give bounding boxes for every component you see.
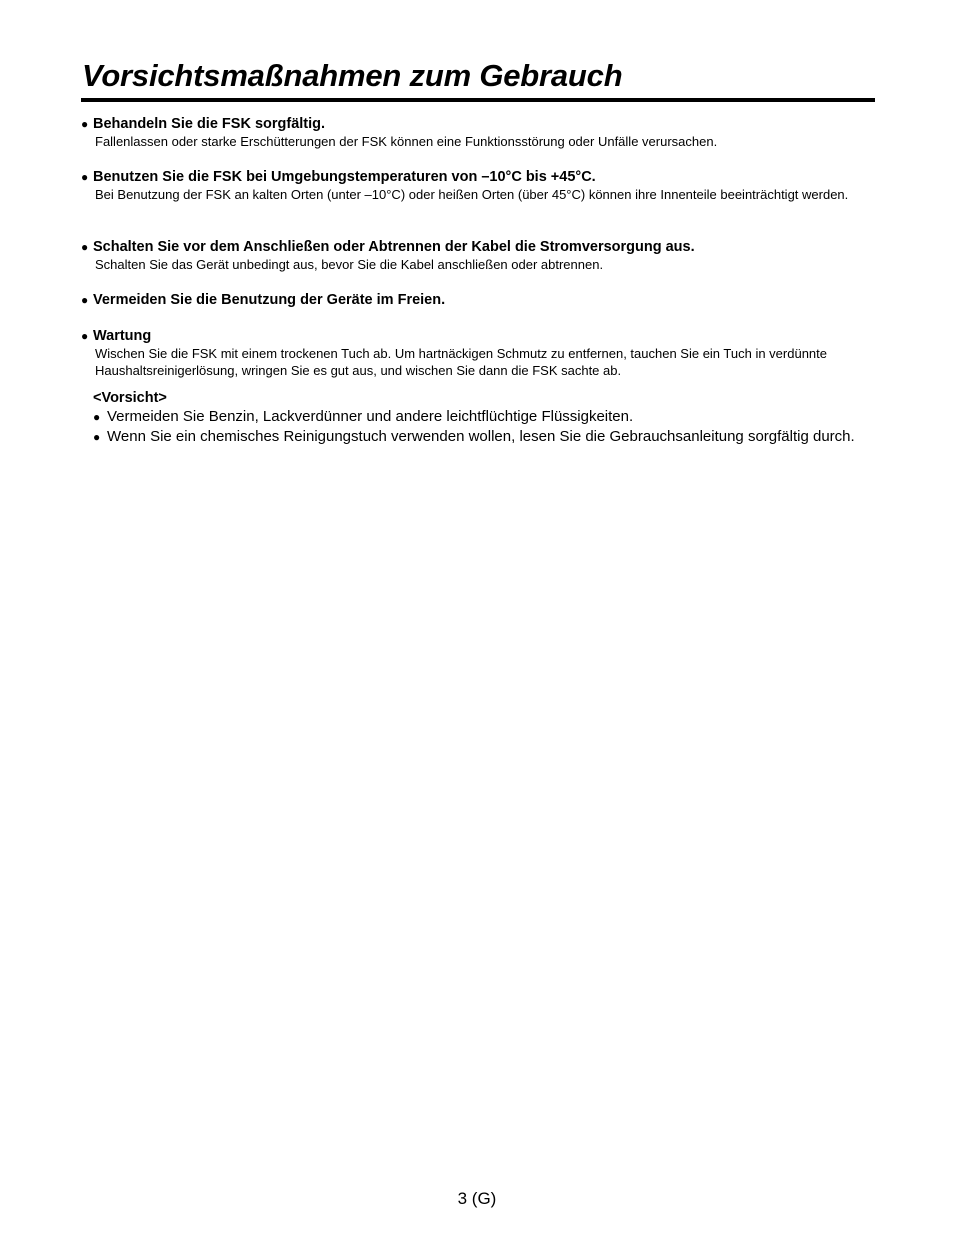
section-power bbox=[81, 238, 871, 273]
section-heading bbox=[81, 238, 871, 256]
section-heading-text: Wartung bbox=[93, 328, 152, 344]
section-heading-text: Schalten Sie vor dem Anschließen oder Abtrennen der Kabel die Stromversorgung aus. bbox=[93, 239, 695, 255]
section-maintenance bbox=[81, 327, 871, 379]
caution-item-text: Vermeiden Sie Benzin, Lackverdünner und andere leichtflüchtige Flüssigkeiten. bbox=[107, 408, 634, 425]
page-title: Vorsichtsmaßnahmen zum Gebrauch bbox=[82, 58, 623, 93]
section-heading bbox=[81, 291, 871, 309]
bullet-icon: ● bbox=[81, 117, 89, 131]
bullet-icon: ● bbox=[81, 240, 89, 254]
caution-item bbox=[81, 407, 871, 427]
section-body: Bei Benutzung der FSK an kalten Orten (unter –10°C) oder heißen Orten (über 45°C) können ihre Innenteile beeinträchtigt werden. bbox=[95, 187, 849, 202]
section-handling bbox=[81, 115, 871, 150]
section-body: Wischen Sie die FSK mit einem trockenen Tuch ab. Um hartnäckigen Schmutz zu entfernen, tauchen Sie ein Tuch in verdünnte Haushaltsreinigerlösung, wringen Sie es gut aus, und wischen Sie dann die FSK sachte ab. bbox=[95, 346, 827, 378]
section-body: Fallenlassen oder starke Erschütterungen der FSK können eine Funktionsstörung oder Unfälle verursachen. bbox=[95, 134, 718, 149]
bullet-icon: ● bbox=[93, 430, 101, 444]
bullet-icon: ● bbox=[81, 170, 89, 184]
section-body: Schalten Sie das Gerät unbedingt aus, bevor Sie die Kabel anschließen oder abtrennen. bbox=[95, 257, 604, 272]
caution-item bbox=[81, 427, 871, 447]
section-heading bbox=[81, 168, 871, 186]
caution-heading: <Vorsicht> bbox=[93, 390, 167, 406]
section-heading-text: Benutzen Sie die FSK bei Umgebungstemperaturen von –10°C bis +45°C. bbox=[93, 169, 596, 185]
page-number: 3 (G) bbox=[457, 1189, 497, 1208]
section-heading bbox=[81, 115, 871, 133]
bullet-icon: ● bbox=[81, 329, 89, 343]
caution-item-text: Wenn Sie ein chemisches Reinigungstuch verwenden wollen, lesen Sie die Gebrauchsanleitung sorgfältig durch. bbox=[107, 428, 855, 445]
bullet-icon: ● bbox=[81, 293, 89, 307]
bullet-icon: ● bbox=[93, 410, 101, 424]
section-temperature bbox=[81, 168, 871, 203]
caution-block bbox=[81, 389, 871, 447]
title-rule bbox=[81, 98, 875, 102]
section-heading bbox=[81, 327, 871, 345]
section-outdoor bbox=[81, 291, 871, 309]
section-heading-text: Vermeiden Sie die Benutzung der Geräte im Freien. bbox=[93, 292, 446, 308]
section-heading-text: Behandeln Sie die FSK sorgfältig. bbox=[93, 116, 326, 132]
